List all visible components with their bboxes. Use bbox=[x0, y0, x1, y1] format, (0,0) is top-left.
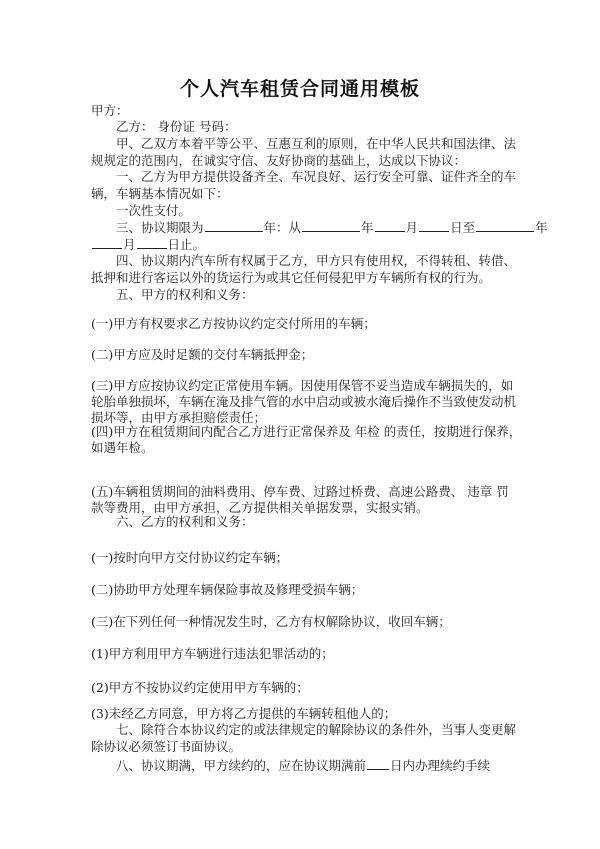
clause-6-3: (三)在下列任何一种情况发生时，乙方有权解除协议，收回车辆； bbox=[91, 614, 451, 629]
clause-6-3-3: (3)未经乙方同意，甲方将乙方提供的车辆转租他人的； bbox=[91, 706, 397, 721]
clause-5-3-line-3: 损坏等，由甲方承担赔偿责任； bbox=[91, 410, 267, 425]
clause-5-5-line-1: (五)车辆租赁期间的油料费用、停车费、过路过桥费、高速公路费、 违章 罚 bbox=[91, 484, 509, 499]
blank-field bbox=[92, 236, 122, 249]
clause-3-text: 月 bbox=[405, 220, 419, 235]
clause-6-3-2: (2)甲方不按协议约定使用甲方车辆的； bbox=[91, 680, 309, 695]
blank-field bbox=[205, 219, 263, 232]
clause-6-3-1: (1)甲方利用甲方车辆进行违法犯罪活动的； bbox=[91, 646, 334, 661]
blank-field bbox=[375, 219, 405, 232]
preamble-line-1: 甲、乙双方本着平等公平、互惠互利的原则，在中华人民共和国法律、法 bbox=[116, 136, 517, 151]
section-5-heading: 五、甲方的权利和义务： bbox=[116, 287, 254, 302]
clause-5-4-line-1: (四)甲方在租赁期间内配合乙方进行正常保养及 年检 的责任，按期进行保养， bbox=[91, 424, 522, 439]
clause-7-line-2: 除协议必须签订书面协议。 bbox=[91, 739, 242, 754]
clause-4-line-1: 四、协议期内汽车所有权属于乙方，甲方只有使用权，不得转租、转借、 bbox=[116, 253, 517, 268]
blank-field bbox=[476, 219, 534, 232]
clause-5-2: (二)甲方应及时足额的交付车辆抵押金； bbox=[91, 347, 314, 362]
clause-3-line-1 bbox=[116, 219, 548, 236]
clause-1-line-2: 辆，车辆基本情况如下： bbox=[91, 186, 229, 201]
blank-field bbox=[302, 219, 360, 232]
clause-7-line-1: 七、除符合本协议约定的或法律规定的解除协议的条件外，当事人变更解 bbox=[116, 722, 517, 737]
clause-3-line-2 bbox=[91, 236, 205, 253]
clause-6-2: (二)协助甲方处理车辆保险事故及修理受损车辆； bbox=[91, 582, 364, 597]
clause-8-text: 八、协议期满，甲方续约的，应在协议期满前 bbox=[116, 758, 367, 773]
clause-3-text: 三、协议期限为 bbox=[116, 220, 204, 235]
clause-3-text: 年 bbox=[535, 220, 548, 235]
clause-5-3-line-2: 轮胎单独损坏，车辆在淹及排气管的水中启动或被水淹后操作不当致使发动机 bbox=[91, 394, 517, 409]
clause-5-3-line-1: (三)甲方应按协议约定正常使用车辆。因使用保管不妥当造成车辆损失的，如 bbox=[91, 378, 514, 393]
clause-4-line-2: 抵押和进行客运以外的货运行为或其它任何侵犯甲方车辆所有权的行为。 bbox=[91, 270, 492, 285]
preamble-line-2: 规规定的范围内，在诚实守信、友好协商的基础上，达成以下协议： bbox=[91, 153, 467, 168]
clause-3-text: 年 bbox=[361, 220, 374, 235]
clause-8-text: 日内办理续约手续 bbox=[390, 758, 491, 773]
clause-5-5-line-2: 款等费用，由甲方承担，乙方提供相关单据发票，实报实销。 bbox=[91, 500, 429, 515]
blank-field bbox=[137, 236, 167, 249]
party-a-line: 甲方： bbox=[91, 103, 129, 118]
clause-3-text: 月 bbox=[123, 237, 136, 252]
clause-5-1: (一)甲方有权要求乙方按协议约定交付所用的车辆； bbox=[91, 316, 376, 331]
party-b-line: 乙方： 身份证 号码： bbox=[116, 119, 237, 134]
page-title: 个人汽车租赁合同通用模板 bbox=[179, 78, 420, 100]
clause-5-4-line-2: 如遇年检。 bbox=[91, 440, 154, 455]
blank-field bbox=[367, 757, 389, 770]
blank-field bbox=[419, 219, 449, 232]
payment-line: 一次性支付。 bbox=[116, 203, 192, 218]
clause-3-text: 年：从 bbox=[263, 220, 302, 235]
clause-3-text: 日止。 bbox=[167, 237, 206, 252]
clause-8-line bbox=[116, 757, 490, 774]
clause-6-1: (一)按时向甲方交付协议约定车辆； bbox=[91, 550, 289, 565]
clause-1-line-1: 一、乙方为甲方提供设备齐全、车况良好、运行安全可靠、证件齐全的车 bbox=[116, 169, 517, 184]
clause-3-text: 日至 bbox=[450, 220, 476, 235]
section-6-heading: 六、乙方的权利和义务： bbox=[116, 514, 254, 529]
